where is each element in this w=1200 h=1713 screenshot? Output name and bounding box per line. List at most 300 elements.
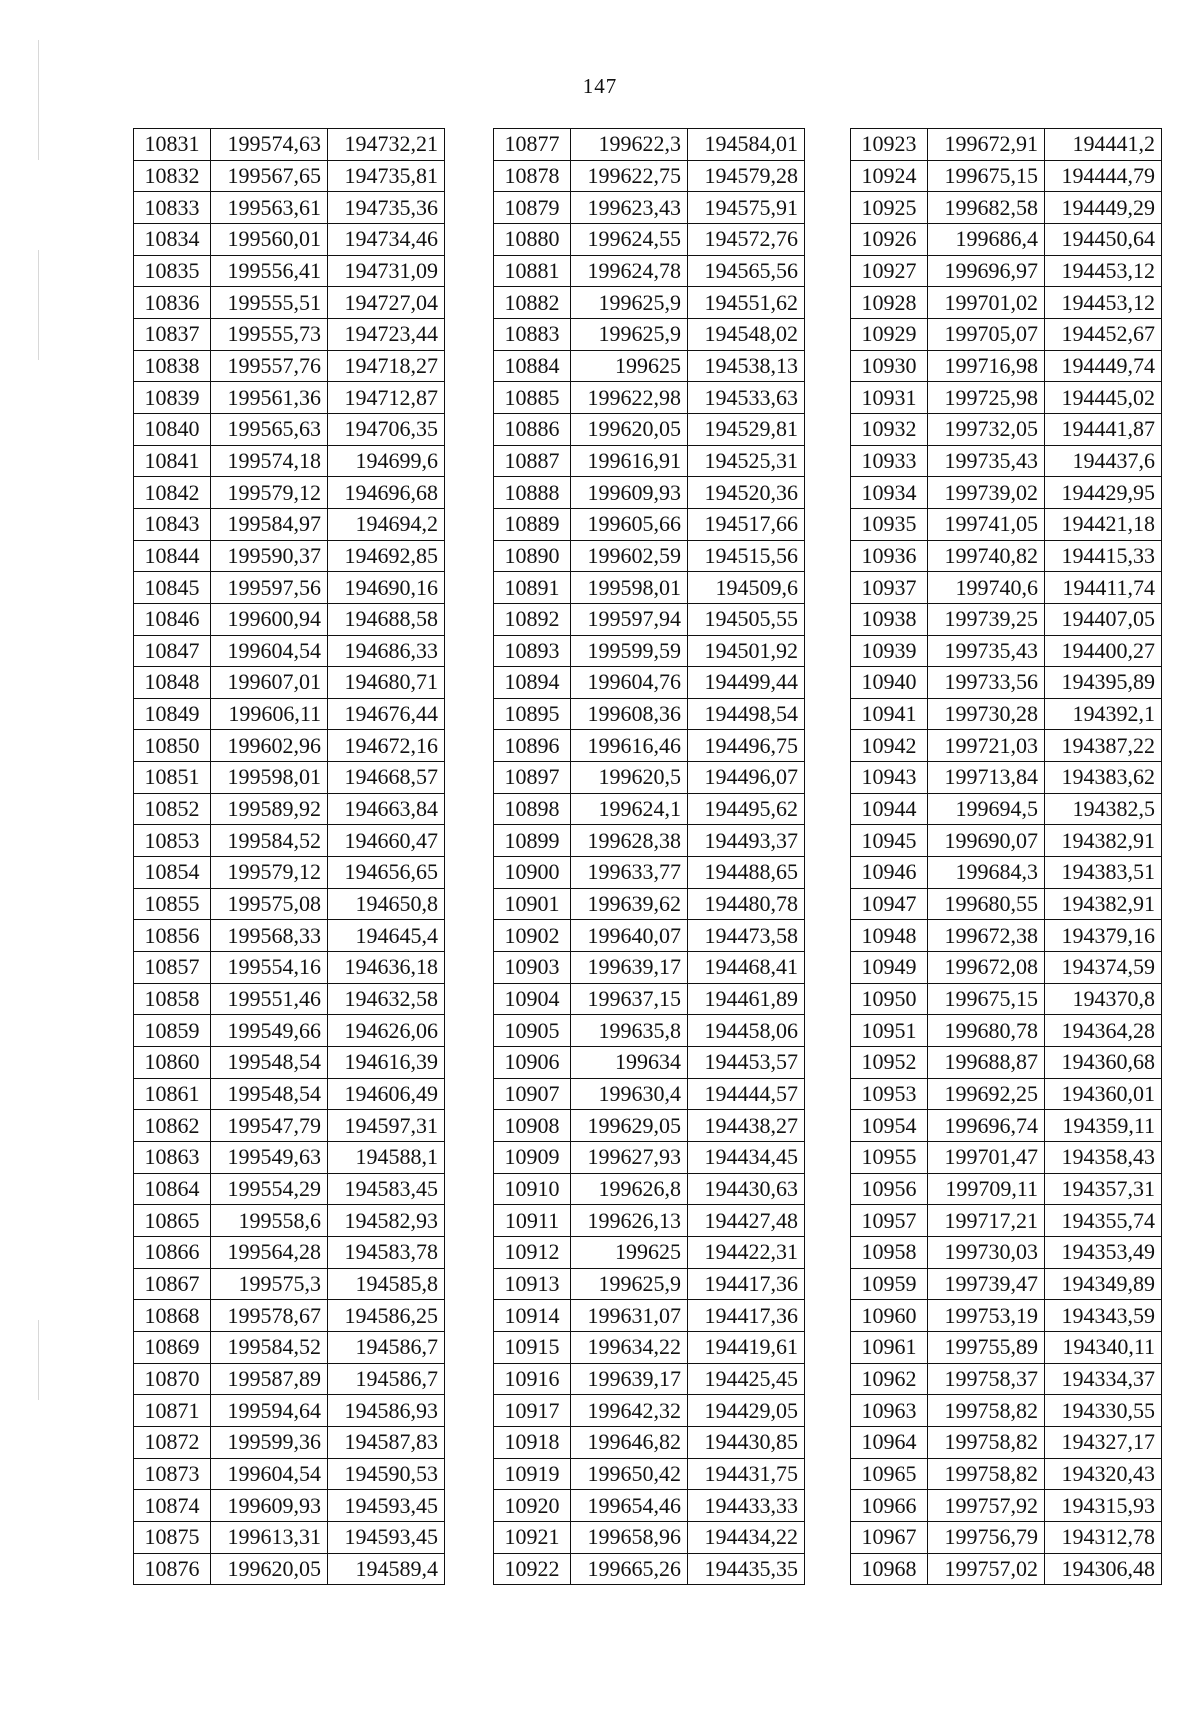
table-row — [494, 1553, 805, 1585]
point-number-cell: 10868 — [134, 1300, 211, 1332]
point-number-cell: 10873 — [134, 1458, 211, 1490]
x-coordinate-cell: 199650,42 — [571, 1458, 688, 1490]
table-row — [134, 540, 445, 572]
point-number-cell: 10938 — [851, 603, 928, 635]
point-number-cell: 10843 — [134, 508, 211, 540]
x-coordinate-cell: 199597,94 — [571, 603, 688, 635]
table-row — [134, 318, 445, 350]
y-coordinate-cell: 194450,64 — [1045, 223, 1162, 255]
x-coordinate-cell: 199548,54 — [211, 1047, 328, 1079]
table-row — [494, 730, 805, 762]
table-row — [494, 1521, 805, 1553]
y-coordinate-cell: 194395,89 — [1045, 667, 1162, 699]
table-row — [134, 983, 445, 1015]
x-coordinate-cell: 199556,41 — [211, 255, 328, 287]
y-coordinate-cell: 194692,85 — [328, 540, 445, 572]
table-row — [134, 1521, 445, 1553]
table-row — [851, 318, 1162, 350]
x-coordinate-cell: 199639,17 — [571, 1363, 688, 1395]
point-number-cell: 10874 — [134, 1490, 211, 1522]
x-coordinate-cell: 199672,08 — [928, 952, 1045, 984]
x-coordinate-cell: 199624,1 — [571, 793, 688, 825]
point-number-cell: 10884 — [494, 350, 571, 382]
point-number-cell: 10867 — [134, 1268, 211, 1300]
x-coordinate-cell: 199701,47 — [928, 1142, 1045, 1174]
x-coordinate-cell: 199609,93 — [211, 1490, 328, 1522]
point-number-cell: 10870 — [134, 1363, 211, 1395]
y-coordinate-cell: 194359,11 — [1045, 1110, 1162, 1142]
x-coordinate-cell: 199709,11 — [928, 1173, 1045, 1205]
table-row — [851, 635, 1162, 667]
scan-margin-line — [38, 40, 39, 160]
table-row — [494, 1205, 805, 1237]
point-number-cell: 10924 — [851, 160, 928, 192]
y-coordinate-cell: 194349,89 — [1045, 1268, 1162, 1300]
y-coordinate-cell: 194441,87 — [1045, 413, 1162, 445]
x-coordinate-cell: 199633,77 — [571, 857, 688, 889]
table-row — [851, 1110, 1162, 1142]
point-number-cell: 10866 — [134, 1236, 211, 1268]
y-coordinate-cell: 194690,16 — [328, 572, 445, 604]
x-coordinate-cell: 199607,01 — [211, 667, 328, 699]
point-number-cell: 10834 — [134, 223, 211, 255]
table-row — [851, 540, 1162, 572]
table-row — [134, 413, 445, 445]
table-row — [494, 635, 805, 667]
table-row — [134, 1300, 445, 1332]
y-coordinate-cell: 194430,63 — [688, 1173, 805, 1205]
y-coordinate-cell: 194686,33 — [328, 635, 445, 667]
x-coordinate-cell: 199686,4 — [928, 223, 1045, 255]
x-coordinate-cell: 199735,43 — [928, 445, 1045, 477]
x-coordinate-cell: 199549,63 — [211, 1142, 328, 1174]
x-coordinate-cell: 199565,63 — [211, 413, 328, 445]
y-coordinate-cell: 194496,07 — [688, 762, 805, 794]
y-coordinate-cell: 194480,78 — [688, 888, 805, 920]
point-number-cell: 10907 — [494, 1078, 571, 1110]
y-coordinate-cell: 194650,8 — [328, 888, 445, 920]
y-coordinate-cell: 194588,1 — [328, 1142, 445, 1174]
table-row — [851, 572, 1162, 604]
x-coordinate-cell: 199602,96 — [211, 730, 328, 762]
point-number-cell: 10839 — [134, 382, 211, 414]
table-row — [494, 1300, 805, 1332]
y-coordinate-cell: 194415,33 — [1045, 540, 1162, 572]
x-coordinate-cell: 199613,31 — [211, 1521, 328, 1553]
point-number-cell: 10879 — [494, 192, 571, 224]
table-row — [134, 255, 445, 287]
table-row — [134, 1395, 445, 1427]
x-coordinate-cell: 199574,63 — [211, 129, 328, 161]
point-number-cell: 10952 — [851, 1047, 928, 1079]
y-coordinate-cell: 194468,41 — [688, 952, 805, 984]
x-coordinate-cell: 199604,54 — [211, 1458, 328, 1490]
table-row — [134, 350, 445, 382]
table-row — [851, 1142, 1162, 1174]
y-coordinate-cell: 194379,16 — [1045, 920, 1162, 952]
table-row — [494, 382, 805, 414]
y-coordinate-cell: 194430,85 — [688, 1426, 805, 1458]
table-row — [851, 1331, 1162, 1363]
point-number-cell: 10849 — [134, 698, 211, 730]
point-number-cell: 10837 — [134, 318, 211, 350]
x-coordinate-cell: 199622,98 — [571, 382, 688, 414]
x-coordinate-cell: 199733,56 — [928, 667, 1045, 699]
point-number-cell: 10851 — [134, 762, 211, 794]
table-row — [494, 1363, 805, 1395]
x-coordinate-cell: 199574,18 — [211, 445, 328, 477]
y-coordinate-cell: 194400,27 — [1045, 635, 1162, 667]
table-row — [494, 762, 805, 794]
y-coordinate-cell: 194517,66 — [688, 508, 805, 540]
point-number-cell: 10853 — [134, 825, 211, 857]
point-number-cell: 10897 — [494, 762, 571, 794]
x-coordinate-cell: 199554,29 — [211, 1173, 328, 1205]
point-number-cell: 10836 — [134, 287, 211, 319]
point-number-cell: 10861 — [134, 1078, 211, 1110]
coordinate-table-3 — [850, 128, 1162, 1585]
y-coordinate-cell: 194575,91 — [688, 192, 805, 224]
y-coordinate-cell: 194343,59 — [1045, 1300, 1162, 1332]
table-row — [134, 888, 445, 920]
x-coordinate-cell: 199584,97 — [211, 508, 328, 540]
y-coordinate-cell: 194429,95 — [1045, 477, 1162, 509]
table-row — [851, 1236, 1162, 1268]
y-coordinate-cell: 194433,33 — [688, 1490, 805, 1522]
point-number-cell: 10832 — [134, 160, 211, 192]
y-coordinate-cell: 194353,49 — [1045, 1236, 1162, 1268]
y-coordinate-cell: 194505,55 — [688, 603, 805, 635]
x-coordinate-cell: 199682,58 — [928, 192, 1045, 224]
y-coordinate-cell: 194632,58 — [328, 983, 445, 1015]
table-row — [134, 920, 445, 952]
y-coordinate-cell: 194515,56 — [688, 540, 805, 572]
y-coordinate-cell: 194306,48 — [1045, 1553, 1162, 1585]
x-coordinate-cell: 199575,08 — [211, 888, 328, 920]
y-coordinate-cell: 194417,36 — [688, 1268, 805, 1300]
point-number-cell: 10963 — [851, 1395, 928, 1427]
y-coordinate-cell: 194431,75 — [688, 1458, 805, 1490]
table-row — [134, 635, 445, 667]
table-row — [494, 667, 805, 699]
y-coordinate-cell: 194520,36 — [688, 477, 805, 509]
x-coordinate-cell: 199639,62 — [571, 888, 688, 920]
y-coordinate-cell: 194498,54 — [688, 698, 805, 730]
x-coordinate-cell: 199625 — [571, 1236, 688, 1268]
point-number-cell: 10875 — [134, 1521, 211, 1553]
x-coordinate-cell: 199630,4 — [571, 1078, 688, 1110]
x-coordinate-cell: 199616,46 — [571, 730, 688, 762]
table-row — [851, 1395, 1162, 1427]
point-number-cell: 10908 — [494, 1110, 571, 1142]
x-coordinate-cell: 199567,65 — [211, 160, 328, 192]
x-coordinate-cell: 199555,73 — [211, 318, 328, 350]
point-number-cell: 10919 — [494, 1458, 571, 1490]
x-coordinate-cell: 199642,32 — [571, 1395, 688, 1427]
y-coordinate-cell: 194585,8 — [328, 1268, 445, 1300]
point-number-cell: 10893 — [494, 635, 571, 667]
table-row — [134, 793, 445, 825]
x-coordinate-cell: 199758,82 — [928, 1395, 1045, 1427]
x-coordinate-cell: 199594,64 — [211, 1395, 328, 1427]
x-coordinate-cell: 199725,98 — [928, 382, 1045, 414]
point-number-cell: 10915 — [494, 1331, 571, 1363]
table-row — [134, 382, 445, 414]
x-coordinate-cell: 199599,59 — [571, 635, 688, 667]
point-number-cell: 10860 — [134, 1047, 211, 1079]
x-coordinate-cell: 199646,82 — [571, 1426, 688, 1458]
table-row — [851, 1078, 1162, 1110]
table-row — [851, 888, 1162, 920]
y-coordinate-cell: 194694,2 — [328, 508, 445, 540]
x-coordinate-cell: 199640,07 — [571, 920, 688, 952]
y-coordinate-cell: 194444,57 — [688, 1078, 805, 1110]
point-number-cell: 10886 — [494, 413, 571, 445]
table-row — [851, 1521, 1162, 1553]
x-coordinate-cell: 199756,79 — [928, 1521, 1045, 1553]
x-coordinate-cell: 199554,16 — [211, 952, 328, 984]
table-row — [494, 793, 805, 825]
x-coordinate-cell: 199730,03 — [928, 1236, 1045, 1268]
table-row — [134, 698, 445, 730]
y-coordinate-cell: 194461,89 — [688, 983, 805, 1015]
x-coordinate-cell: 199568,33 — [211, 920, 328, 952]
y-coordinate-cell: 194320,43 — [1045, 1458, 1162, 1490]
table-row — [134, 1015, 445, 1047]
y-coordinate-cell: 194501,92 — [688, 635, 805, 667]
point-number-cell: 10914 — [494, 1300, 571, 1332]
table-row — [494, 1142, 805, 1174]
y-coordinate-cell: 194411,74 — [1045, 572, 1162, 604]
table-row — [851, 983, 1162, 1015]
y-coordinate-cell: 194334,37 — [1045, 1363, 1162, 1395]
table-row — [134, 287, 445, 319]
page-number: 147 — [582, 74, 618, 98]
point-number-cell: 10855 — [134, 888, 211, 920]
point-number-cell: 10945 — [851, 825, 928, 857]
point-number-cell: 10869 — [134, 1331, 211, 1363]
y-coordinate-cell: 194712,87 — [328, 382, 445, 414]
x-coordinate-cell: 199692,25 — [928, 1078, 1045, 1110]
y-coordinate-cell: 194572,76 — [688, 223, 805, 255]
coordinate-table-1 — [133, 128, 445, 1585]
table-row — [851, 920, 1162, 952]
x-coordinate-cell: 199740,82 — [928, 540, 1045, 572]
point-number-cell: 10926 — [851, 223, 928, 255]
point-number-cell: 10968 — [851, 1553, 928, 1585]
table-row — [134, 1363, 445, 1395]
table-row — [494, 1458, 805, 1490]
point-number-cell: 10923 — [851, 129, 928, 161]
x-coordinate-cell: 199620,05 — [571, 413, 688, 445]
y-coordinate-cell: 194663,84 — [328, 793, 445, 825]
table-row — [134, 730, 445, 762]
point-number-cell: 10960 — [851, 1300, 928, 1332]
y-coordinate-cell: 194616,39 — [328, 1047, 445, 1079]
x-coordinate-cell: 199758,82 — [928, 1426, 1045, 1458]
point-number-cell: 10854 — [134, 857, 211, 889]
y-coordinate-cell: 194360,68 — [1045, 1047, 1162, 1079]
coordinate-table-2 — [493, 128, 805, 1585]
table-row — [134, 667, 445, 699]
y-coordinate-cell: 194735,81 — [328, 160, 445, 192]
x-coordinate-cell: 199590,37 — [211, 540, 328, 572]
x-coordinate-cell: 199675,15 — [928, 160, 1045, 192]
point-number-cell: 10925 — [851, 192, 928, 224]
point-number-cell: 10863 — [134, 1142, 211, 1174]
x-coordinate-cell: 199626,13 — [571, 1205, 688, 1237]
point-number-cell: 10934 — [851, 477, 928, 509]
table-row — [851, 952, 1162, 984]
y-coordinate-cell: 194696,68 — [328, 477, 445, 509]
point-number-cell: 10905 — [494, 1015, 571, 1047]
x-coordinate-cell: 199635,8 — [571, 1015, 688, 1047]
x-coordinate-cell: 199684,3 — [928, 857, 1045, 889]
table-row — [494, 255, 805, 287]
x-coordinate-cell: 199716,98 — [928, 350, 1045, 382]
table-row — [134, 857, 445, 889]
table-row — [494, 287, 805, 319]
y-coordinate-cell: 194593,45 — [328, 1521, 445, 1553]
y-coordinate-cell: 194358,43 — [1045, 1142, 1162, 1174]
table-row — [494, 129, 805, 161]
y-coordinate-cell: 194473,58 — [688, 920, 805, 952]
x-coordinate-cell: 199578,67 — [211, 1300, 328, 1332]
table-row — [851, 382, 1162, 414]
x-coordinate-cell: 199600,94 — [211, 603, 328, 635]
x-coordinate-cell: 199584,52 — [211, 825, 328, 857]
y-coordinate-cell: 194315,93 — [1045, 1490, 1162, 1522]
point-number-cell: 10966 — [851, 1490, 928, 1522]
x-coordinate-cell: 199547,79 — [211, 1110, 328, 1142]
x-coordinate-cell: 199560,01 — [211, 223, 328, 255]
point-number-cell: 10841 — [134, 445, 211, 477]
point-number-cell: 10876 — [134, 1553, 211, 1585]
x-coordinate-cell: 199758,82 — [928, 1458, 1045, 1490]
point-number-cell: 10947 — [851, 888, 928, 920]
x-coordinate-cell: 199555,51 — [211, 287, 328, 319]
y-coordinate-cell: 194699,6 — [328, 445, 445, 477]
table-row — [494, 1078, 805, 1110]
x-coordinate-cell: 199755,89 — [928, 1331, 1045, 1363]
x-coordinate-cell: 199626,8 — [571, 1173, 688, 1205]
point-number-cell: 10906 — [494, 1047, 571, 1079]
table-row — [851, 255, 1162, 287]
y-coordinate-cell: 194731,09 — [328, 255, 445, 287]
x-coordinate-cell: 199629,05 — [571, 1110, 688, 1142]
point-number-cell: 10936 — [851, 540, 928, 572]
point-number-cell: 10840 — [134, 413, 211, 445]
y-coordinate-cell: 194668,57 — [328, 762, 445, 794]
table-row — [494, 983, 805, 1015]
table-row — [851, 857, 1162, 889]
point-number-cell: 10885 — [494, 382, 571, 414]
y-coordinate-cell: 194453,12 — [1045, 255, 1162, 287]
table-row — [134, 1458, 445, 1490]
table-row — [134, 1331, 445, 1363]
y-coordinate-cell: 194383,51 — [1045, 857, 1162, 889]
y-coordinate-cell: 194723,44 — [328, 318, 445, 350]
point-number-cell: 10931 — [851, 382, 928, 414]
point-number-cell: 10935 — [851, 508, 928, 540]
y-coordinate-cell: 194688,58 — [328, 603, 445, 635]
point-number-cell: 10953 — [851, 1078, 928, 1110]
table-row — [494, 1047, 805, 1079]
y-coordinate-cell: 194382,5 — [1045, 793, 1162, 825]
point-number-cell: 10948 — [851, 920, 928, 952]
y-coordinate-cell: 194734,46 — [328, 223, 445, 255]
point-number-cell: 10929 — [851, 318, 928, 350]
y-coordinate-cell: 194437,6 — [1045, 445, 1162, 477]
table-row — [851, 287, 1162, 319]
point-number-cell: 10899 — [494, 825, 571, 857]
x-coordinate-cell: 199579,12 — [211, 477, 328, 509]
x-coordinate-cell: 199634,22 — [571, 1331, 688, 1363]
y-coordinate-cell: 194435,35 — [688, 1553, 805, 1585]
y-coordinate-cell: 194429,05 — [688, 1395, 805, 1427]
x-coordinate-cell: 199675,15 — [928, 983, 1045, 1015]
x-coordinate-cell: 199575,3 — [211, 1268, 328, 1300]
point-number-cell: 10941 — [851, 698, 928, 730]
table-row — [851, 192, 1162, 224]
table-row — [851, 1300, 1162, 1332]
point-number-cell: 10894 — [494, 667, 571, 699]
x-coordinate-cell: 199688,87 — [928, 1047, 1045, 1079]
x-coordinate-cell: 199627,93 — [571, 1142, 688, 1174]
x-coordinate-cell: 199713,84 — [928, 762, 1045, 794]
y-coordinate-cell: 194499,44 — [688, 667, 805, 699]
scan-margin-line — [38, 1320, 39, 1400]
point-number-cell: 10902 — [494, 920, 571, 952]
table-row — [851, 1553, 1162, 1585]
x-coordinate-cell: 199616,91 — [571, 445, 688, 477]
y-coordinate-cell: 194438,27 — [688, 1110, 805, 1142]
table-row — [851, 698, 1162, 730]
table-row — [134, 1426, 445, 1458]
point-number-cell: 10900 — [494, 857, 571, 889]
table-row — [494, 1173, 805, 1205]
point-number-cell: 10888 — [494, 477, 571, 509]
x-coordinate-cell: 199587,89 — [211, 1363, 328, 1395]
y-coordinate-cell: 194370,8 — [1045, 983, 1162, 1015]
table-row — [134, 1142, 445, 1174]
table-row — [851, 1363, 1162, 1395]
table-row — [851, 1015, 1162, 1047]
x-coordinate-cell: 199672,38 — [928, 920, 1045, 952]
x-coordinate-cell: 199620,05 — [211, 1553, 328, 1585]
x-coordinate-cell: 199551,46 — [211, 983, 328, 1015]
y-coordinate-cell: 194417,36 — [688, 1300, 805, 1332]
table-row — [134, 603, 445, 635]
table-row — [134, 477, 445, 509]
point-number-cell: 10831 — [134, 129, 211, 161]
x-coordinate-cell: 199631,07 — [571, 1300, 688, 1332]
table-row — [134, 129, 445, 161]
table-row — [851, 603, 1162, 635]
x-coordinate-cell: 199589,92 — [211, 793, 328, 825]
point-number-cell: 10845 — [134, 572, 211, 604]
x-coordinate-cell: 199624,55 — [571, 223, 688, 255]
point-number-cell: 10889 — [494, 508, 571, 540]
table-row — [494, 540, 805, 572]
point-number-cell: 10882 — [494, 287, 571, 319]
x-coordinate-cell: 199637,15 — [571, 983, 688, 1015]
x-coordinate-cell: 199557,76 — [211, 350, 328, 382]
table-row — [851, 1426, 1162, 1458]
table-row — [134, 1078, 445, 1110]
point-number-cell: 10928 — [851, 287, 928, 319]
y-coordinate-cell: 194453,12 — [1045, 287, 1162, 319]
